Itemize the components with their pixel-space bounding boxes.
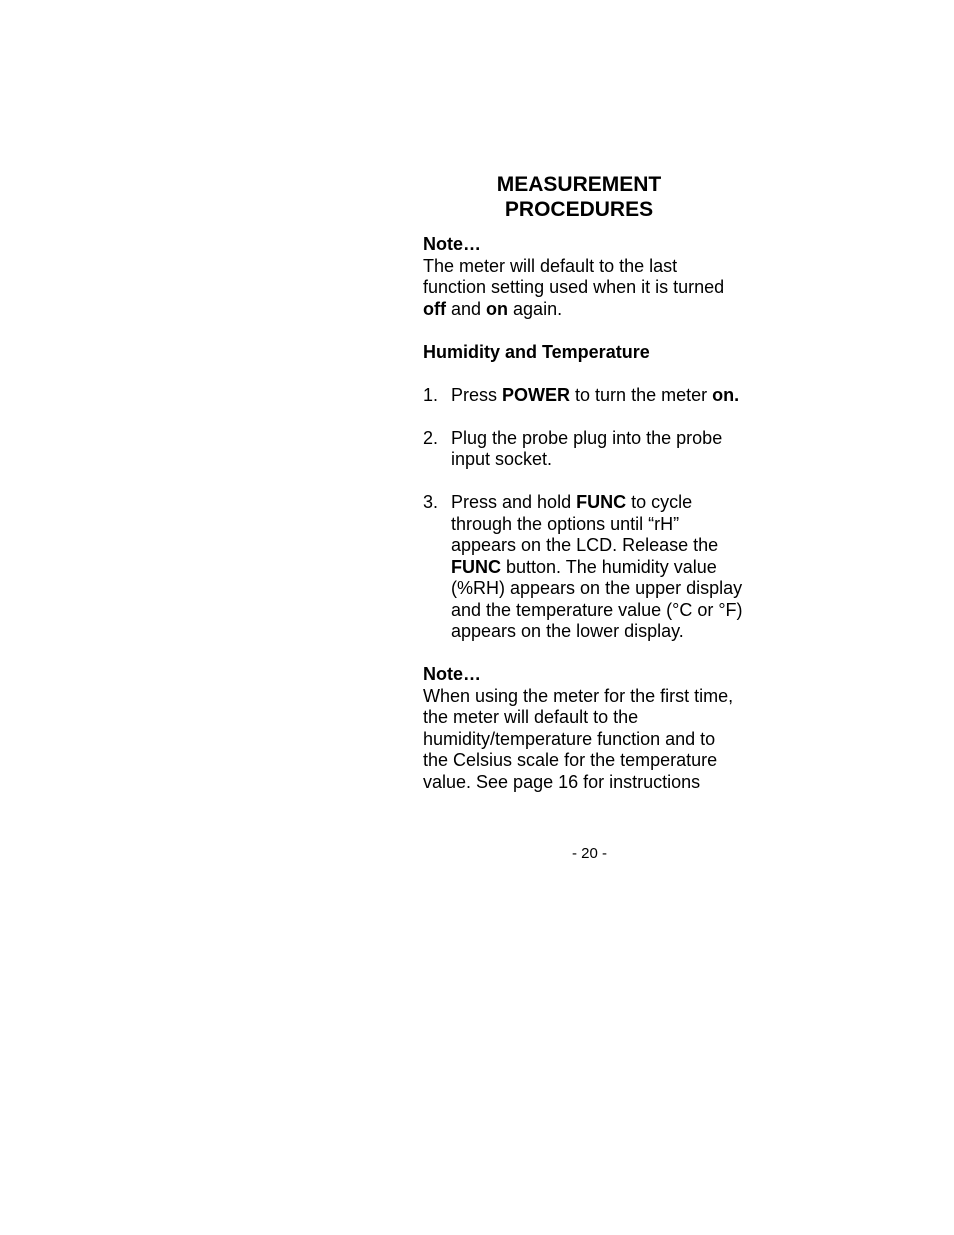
- note-text-a: The meter will default to the last function setting used when it is turned: [423, 255, 725, 297]
- section-heading: Humidity and Temperature: [423, 341, 650, 362]
- step-number: 1.: [423, 384, 439, 405]
- procedure-steps: [423, 385, 743, 643]
- step-bold-func-2: FUNC: [451, 556, 501, 577]
- title-line-2: PROCEDURES: [504, 198, 654, 221]
- step-text-a: Press and hold: [451, 492, 577, 512]
- step-bold-on: on.: [712, 384, 740, 405]
- title-line-1: MEASUREMENT: [496, 173, 662, 196]
- note-text-b: and: [445, 298, 487, 319]
- note-text-2: When using the meter for the first time, the meter will default to the humidity/temperature function and to the Celsius scale for the temperature value. See page 16 for instructions: [423, 685, 734, 792]
- body-text: [423, 234, 743, 793]
- step-number: 2.: [423, 427, 439, 448]
- note-bold-on: on: [486, 298, 509, 319]
- page-content: [423, 172, 743, 793]
- step-text-c: to cycle through the options until “rH” appears on the LCD. Release the: [451, 492, 719, 555]
- note-heading: Note…: [423, 234, 481, 254]
- page-number: - 20 -: [571, 845, 607, 862]
- note-bold-off: off: [423, 298, 446, 319]
- note-text: [423, 256, 743, 321]
- step-item: [423, 428, 743, 471]
- step-number: 3.: [423, 492, 439, 512]
- step-item: [423, 492, 743, 643]
- step-bold-func: FUNC: [576, 492, 627, 512]
- note-heading-2: Note…: [423, 664, 481, 684]
- page-title: [423, 172, 735, 222]
- step-text-d: button. The humidity value (%RH) appears on the upper display and the temperature value (°C or °F) appears on the lower display.: [451, 556, 743, 641]
- step-item: [423, 385, 743, 407]
- step-text-c: to turn the meter: [570, 384, 713, 405]
- note-text-c: again.: [508, 298, 563, 319]
- step-bold-power: POWER: [502, 384, 571, 405]
- step-text-a: Press: [451, 384, 503, 405]
- step-text-a: Plug the probe plug into the probe input socket.: [451, 427, 723, 469]
